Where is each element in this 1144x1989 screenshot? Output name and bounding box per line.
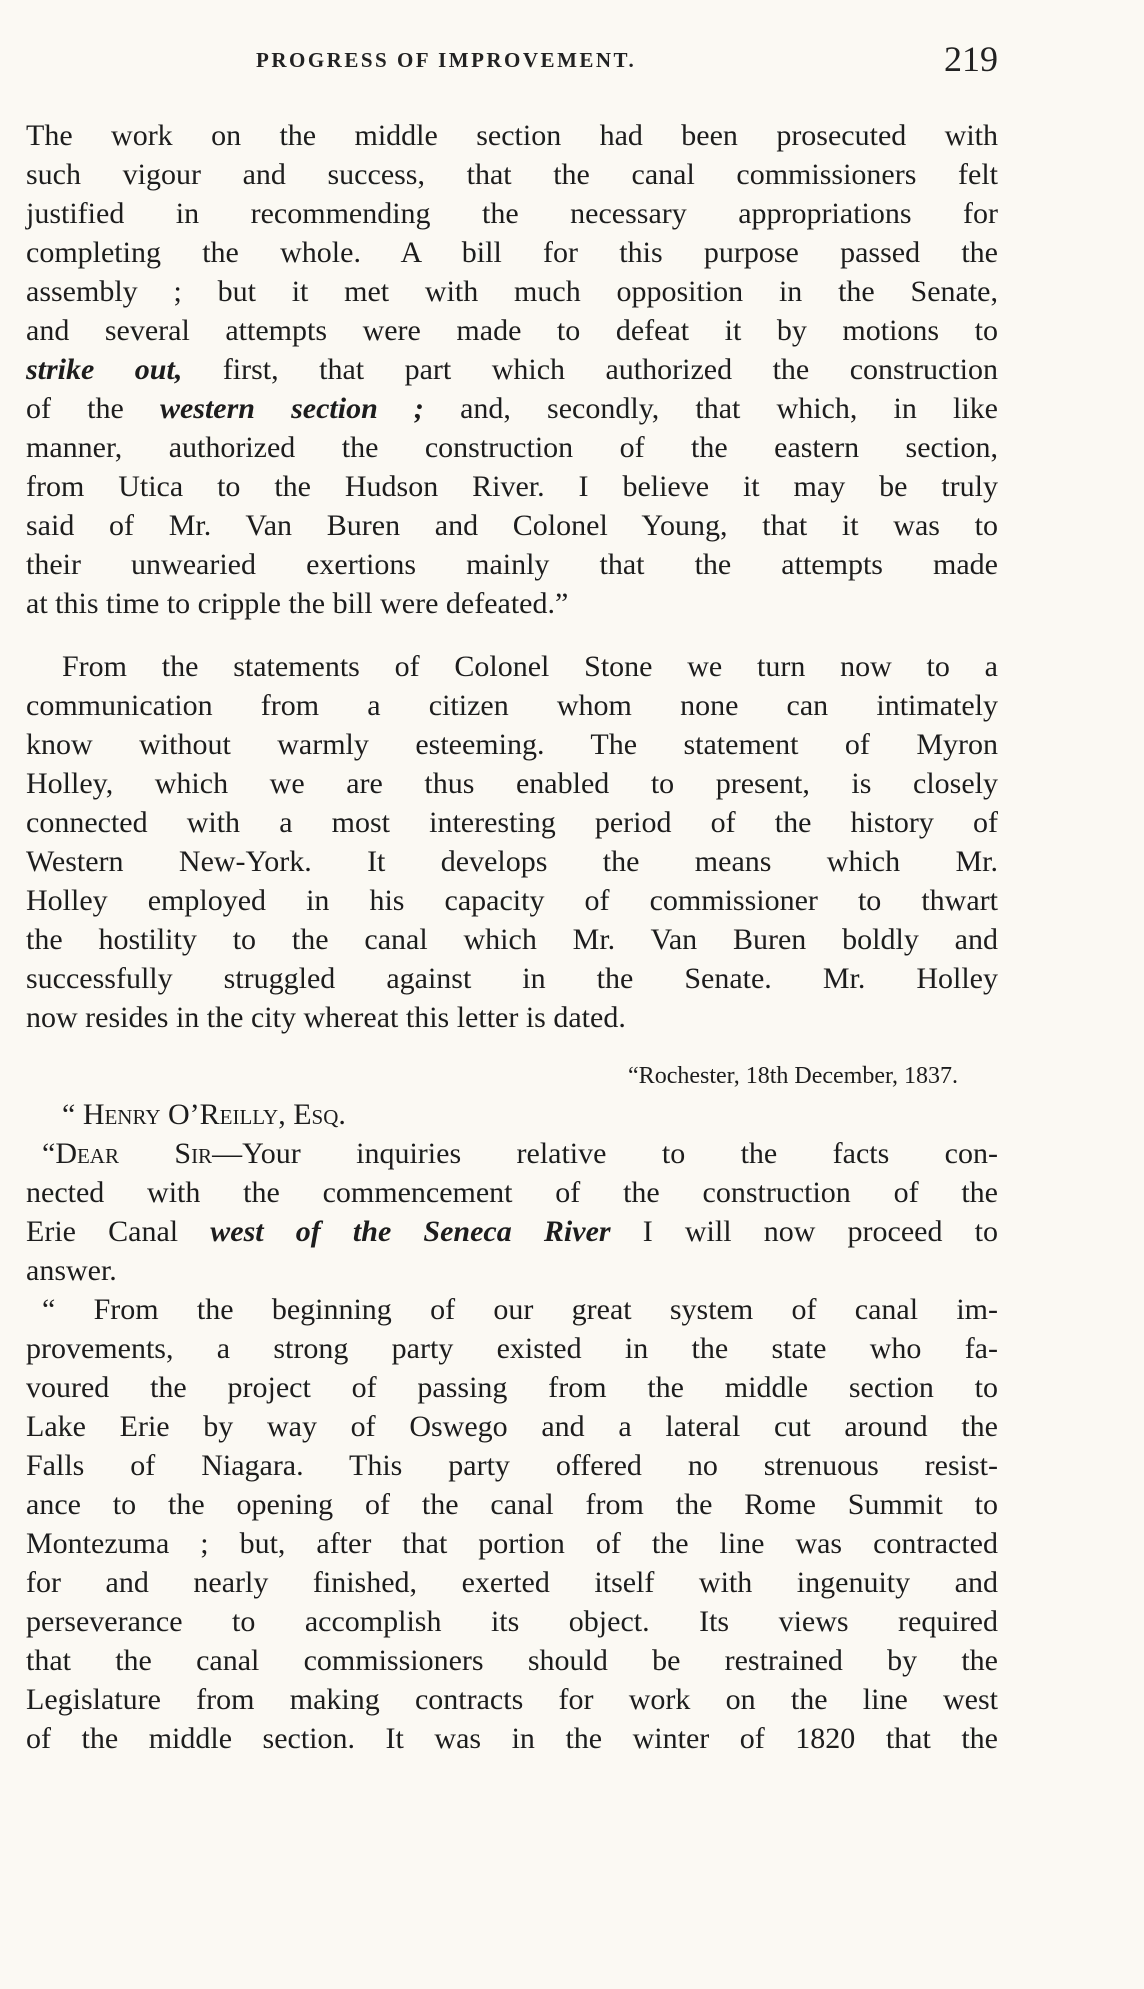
text-line: From the statements of Colonel Stone we turn now to a	[62, 650, 998, 683]
text-line: Western New-York. It develops the means which Mr.	[26, 845, 998, 878]
text-line: nected with the commencement of the construction of the	[26, 1176, 998, 1209]
letter-addressee: “ Henry O’Reilly, Esq.	[62, 1098, 346, 1131]
running-head: PROGRESS OF IMPROVEMENT.	[256, 48, 637, 72]
text-line: Lake Erie by way of Oswego and a lateral cut around the	[26, 1410, 998, 1443]
text-line: answer.	[26, 1254, 117, 1287]
letter	[26, 1057, 998, 1758]
text-line: of the middle section. It was in the winter of 1820 that the	[26, 1722, 998, 1755]
italic-phrase: west of the Seneca River	[210, 1215, 611, 1248]
paragraph-holley-intro	[26, 647, 998, 1037]
paragraph-gap	[26, 623, 998, 647]
text-line	[26, 1212, 998, 1251]
text-line: connected with a most interesting period of the history of	[26, 806, 998, 839]
text-fragment: I will now proceed to	[610, 1215, 998, 1248]
text-line: from Utica to the Hudson River. I believe it may be truly	[26, 470, 998, 503]
letter-dateline: “Rochester, 18th December, 1837.	[628, 1063, 958, 1089]
text-line	[26, 350, 998, 389]
letter-salutation: “Dear Sir	[42, 1137, 213, 1170]
text-line: Legislature from making contracts for work on the line west	[26, 1683, 998, 1716]
page-number: 219	[944, 39, 998, 79]
text-line: ance to the opening of the canal from the Rome Summit to	[26, 1488, 998, 1521]
text-line: “ From the beginning of our great system of canal im-	[42, 1293, 998, 1326]
text-line	[26, 1134, 998, 1173]
text-line: that the canal commissioners should be restrained by the	[26, 1644, 998, 1677]
body-text	[26, 116, 998, 1758]
text-line: Falls of Niagara. This party offered no strenuous resist-	[26, 1449, 998, 1482]
text-line: at this time to cripple the bill were defeated.”	[26, 587, 569, 620]
italic-phrase: strike out,	[26, 353, 183, 386]
text-line: said of Mr. Van Buren and Colonel Young, that it was to	[26, 509, 998, 542]
text-line	[26, 389, 998, 428]
page-header	[26, 39, 998, 84]
text-line: for and nearly finished, exerted itself with ingenuity and	[26, 1566, 998, 1599]
text-line: now resides in the city whereat this letter is dated.	[26, 1001, 626, 1034]
text-line: assembly ; but it met with much opposition in the Senate,	[26, 275, 998, 308]
paragraph-canal-bill	[26, 116, 998, 623]
text-line: communication from a citizen whom none can intimately	[26, 689, 998, 722]
text-line: manner, authorized the construction of the eastern section,	[26, 431, 998, 464]
text-line: completing the whole. A bill for this purpose passed the	[26, 236, 998, 269]
text-line: Holley, which we are thus enabled to present, is closely	[26, 767, 998, 800]
text-line: perseverance to accomplish its object. Its views required	[26, 1605, 998, 1638]
paragraph-gap	[26, 1037, 998, 1057]
text-fragment: Erie Canal	[26, 1215, 211, 1248]
text-line: The work on the middle section had been prosecuted with	[26, 119, 998, 152]
text-fragment: of the	[26, 392, 160, 425]
text-line: know without warmly esteeming. The statement of Myron	[26, 728, 998, 761]
text-fragment: and, secondly, that which, in like	[423, 392, 998, 425]
text-line: and several attempts were made to defeat it by motions to	[26, 314, 998, 347]
text-line: such vigour and success, that the canal commissioners felt	[26, 158, 998, 191]
text-fragment: first, that part which authorized the construction	[182, 353, 999, 386]
text-line: successfully struggled against in the Senate. Mr. Holley	[26, 962, 998, 995]
text-line: justified in recommending the necessary appropriations for	[26, 197, 998, 230]
text-line: Holley employed in his capacity of commissioner to thwart	[26, 884, 998, 917]
text-line: the hostility to the canal which Mr. Van Buren boldly and	[26, 923, 998, 956]
italic-phrase: western section ;	[159, 392, 424, 425]
text-line: Montezuma ; but, after that portion of the line was contracted	[26, 1527, 998, 1560]
text-fragment: —Your inquiries relative to the facts con-	[212, 1137, 998, 1170]
text-line: provements, a strong party existed in the state who fa-	[26, 1332, 998, 1365]
text-line: their unwearied exertions mainly that the attempts made	[26, 548, 998, 581]
text-line: voured the project of passing from the middle section to	[26, 1371, 998, 1404]
